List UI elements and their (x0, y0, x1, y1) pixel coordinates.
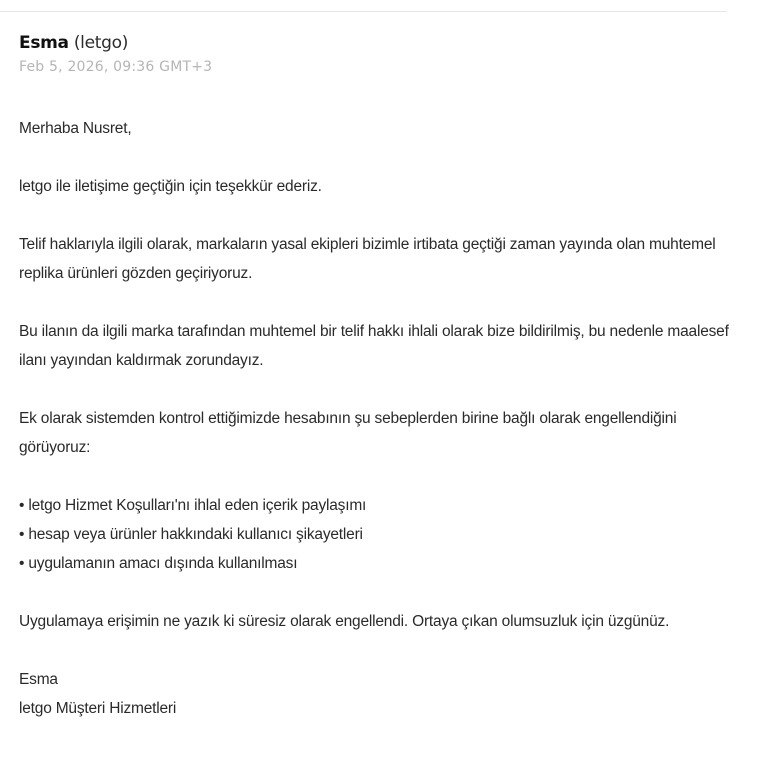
email-date: Feb 5, 2026, 09:36 GMT+3 (19, 59, 213, 75)
paragraph-closing: Uygulamaya erişimin ne yazık ki süresiz olarak engellendi. Ortaya çıkan olumsuzluk için üzgünüz. (19, 613, 670, 630)
signature (19, 665, 739, 723)
reason-item: • letgo Hizmet Koşulları'nı ihlal eden içerik paylaşımı (19, 491, 739, 520)
signature-name: Esma (19, 671, 58, 688)
paragraph-account-blocked: Ek olarak sistemden kontrol ettiğimizde hesabının şu sebeplerden birine bağlı olarak engellendiğini görüyoruz: (19, 410, 677, 456)
email-body (19, 114, 739, 723)
sender-org: (letgo) (73, 33, 129, 53)
sender-line (19, 32, 212, 54)
reasons-list (19, 491, 739, 578)
signature-team: letgo Müşteri Hizmetleri (19, 700, 177, 717)
paragraph-listing-removed: Bu ilanın da ilgili marka tarafından muhtemel bir telif hakkı ihlali olarak bize bildirilmiş, bu nedenle maalesef ilanı yayından kaldırmak zorundayız. (19, 323, 729, 369)
reason-item: • uygulamanın amacı dışında kullanılması (19, 549, 739, 578)
greeting: Merhaba Nusret, (19, 120, 132, 137)
paragraph-thanks: letgo ile iletişime geçtiğin için teşekkür ederiz. (19, 178, 322, 195)
paragraph-copyright: Telif haklarıyla ilgili olarak, markaların yasal ekipleri bizimle irtibata geçtiği zaman yayında olan muhtemel replika ürünleri gözden geçiriyoruz. (19, 236, 716, 282)
reason-item: • hesap veya ürünler hakkındaki kullanıcı şikayetleri (19, 520, 739, 549)
top-divider (0, 11, 727, 12)
email-header (19, 32, 212, 77)
sender-name[interactable]: Esma (19, 33, 69, 53)
